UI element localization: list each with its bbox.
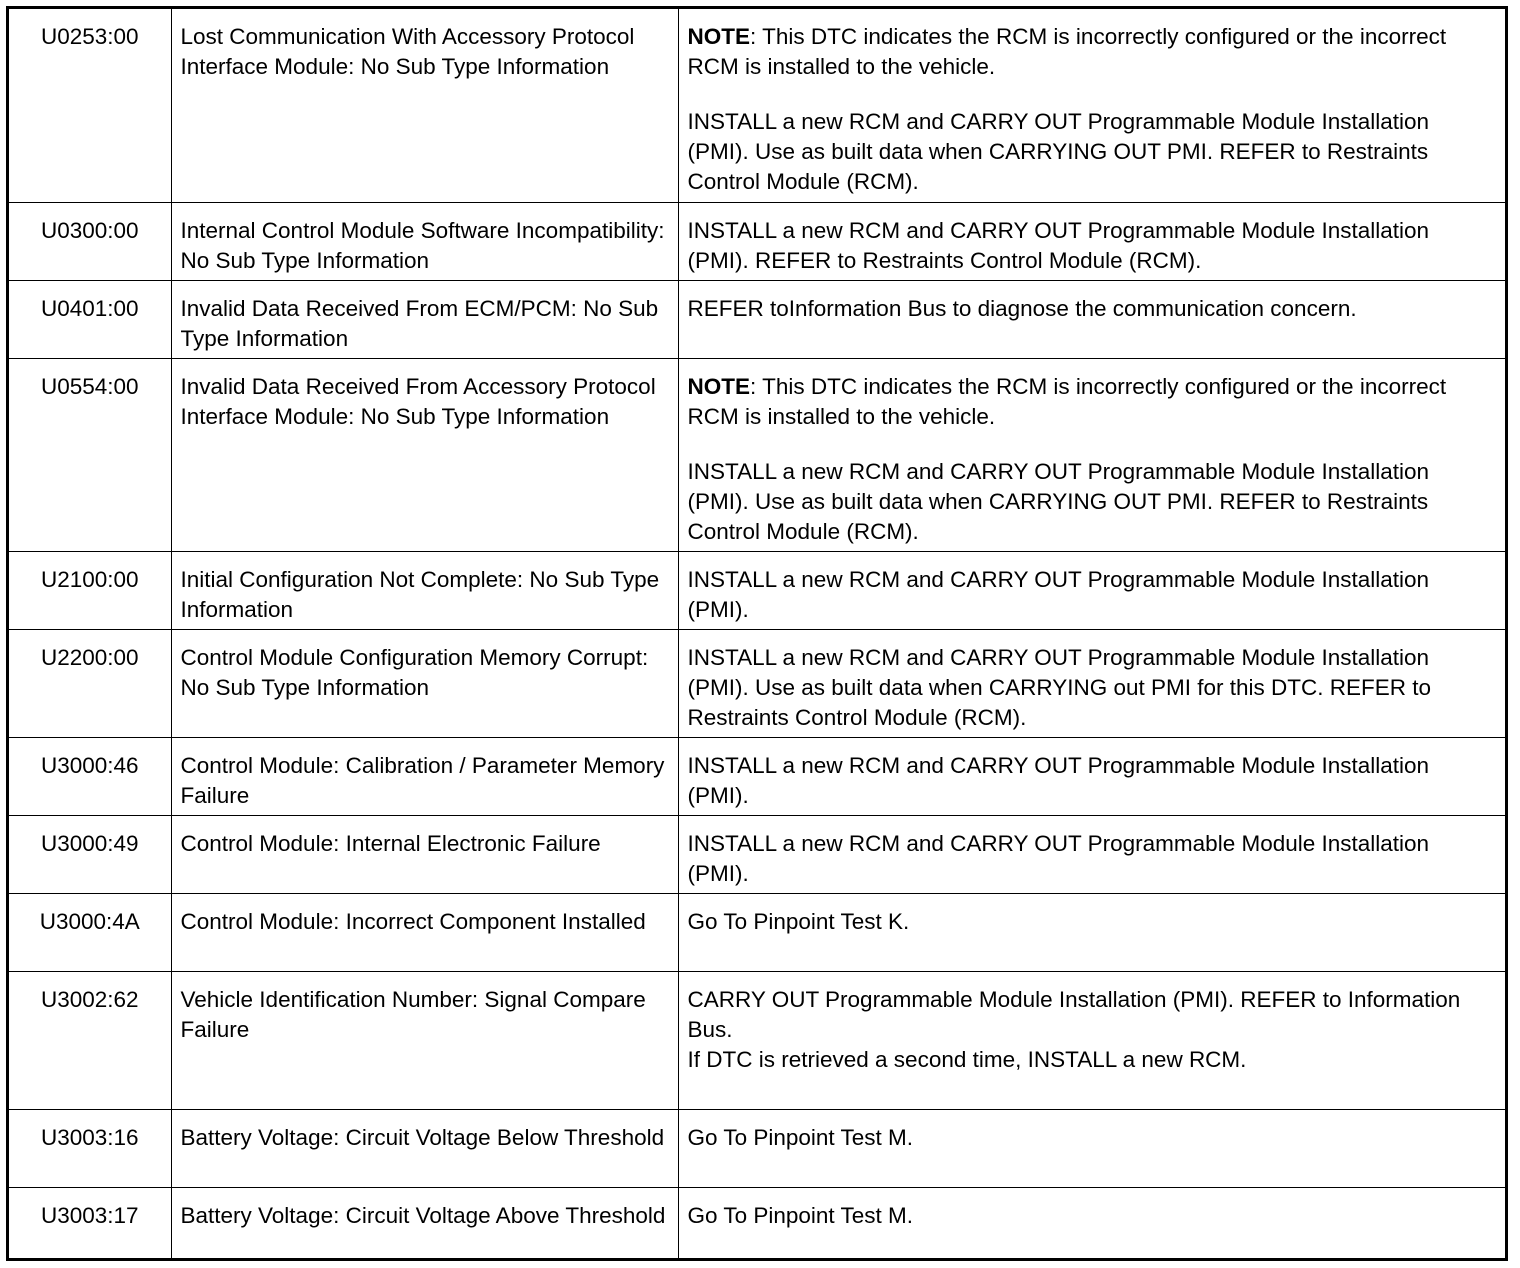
action-text: REFER toInformation Bus to diagnose the communication concern. [687,295,1357,321]
table-row [9,971,1505,1109]
action-text: Go To Pinpoint Test K. [687,908,910,934]
dtc-action [678,551,1505,629]
dtc-action [678,737,1505,815]
note-label: NOTE [687,373,751,399]
action-text: Go To Pinpoint Test M. [687,1124,914,1150]
dtc-description: Control Module: Internal Electronic Failure [171,815,678,893]
table-row [9,551,1505,629]
dtc-description: Internal Control Module Software Incompatibility: No Sub Type Information [171,202,678,280]
dtc-description: Invalid Data Received From ECM/PCM: No Sub Type Information [171,280,678,358]
dtc-description: Battery Voltage: Circuit Voltage Below Threshold [171,1109,678,1187]
dtc-code: U3003:17 [9,1187,171,1258]
dtc-table-frame [6,6,1508,1261]
dtc-description: Invalid Data Received From Accessory Protocol Interface Module: No Sub Type Information [171,358,678,551]
action-text: CARRY OUT Programmable Module Installation (PMI). REFER to Information Bus. [687,986,1461,1042]
action-text: INSTALL a new RCM and CARRY OUT Programmable Module Installation (PMI). [687,752,1430,808]
table-row [9,737,1505,815]
action-text: INSTALL a new RCM and CARRY OUT Programmable Module Installation (PMI). REFER to Restraints Control Module (RCM). [687,217,1430,273]
dtc-action [678,1109,1505,1187]
note-paragraph [688,22,1496,82]
dtc-code: U3003:16 [9,1109,171,1187]
dtc-code: U3000:46 [9,737,171,815]
dtc-code: U0253:00 [9,9,171,202]
action-text: INSTALL a new RCM and CARRY OUT Programmable Module Installation (PMI). Use as built data when CARRYING out PMI for this DTC. REFER to Restraints Control Module (RCM). [687,644,1432,730]
dtc-table [9,9,1505,1258]
dtc-action [678,815,1505,893]
note-text: : This DTC indicates the RCM is incorrectly configured or the incorrect RCM is installed to the vehicle. [687,24,1447,79]
dtc-description: Battery Voltage: Circuit Voltage Above Threshold [171,1187,678,1258]
table-row [9,815,1505,893]
action-text: INSTALL a new RCM and CARRY OUT Programmable Module Installation (PMI). Use as built data when CARRYING OUT PMI. REFER to Restraints Control Module (RCM). [687,458,1430,544]
action-text: INSTALL a new RCM and CARRY OUT Programmable Module Installation (PMI). [687,830,1430,886]
dtc-code: U2100:00 [9,551,171,629]
note-label: NOTE [687,24,751,49]
dtc-action [678,202,1505,280]
table-row [9,1187,1505,1258]
action-text: INSTALL a new RCM and CARRY OUT Programmable Module Installation (PMI). [687,566,1430,622]
dtc-description: Vehicle Identification Number: Signal Compare Failure [171,971,678,1109]
dtc-description: Control Module: Calibration / Parameter Memory Failure [171,737,678,815]
dtc-code: U0300:00 [9,202,171,280]
dtc-description: Control Module Configuration Memory Corrupt: No Sub Type Information [171,629,678,737]
table-row [9,202,1505,280]
dtc-code: U0401:00 [9,280,171,358]
dtc-code: U0554:00 [9,358,171,551]
dtc-description: Initial Configuration Not Complete: No Sub Type Information [171,551,678,629]
dtc-action [678,1187,1505,1258]
dtc-action [678,629,1505,737]
action-text-followup: If DTC is retrieved a second time, INSTALL a new RCM. [687,1046,1247,1072]
action-text: Go To Pinpoint Test M. [687,1202,914,1228]
note-text: : This DTC indicates the RCM is incorrectly configured or the incorrect RCM is installed to the vehicle. [687,373,1447,429]
dtc-code: U3002:62 [9,971,171,1109]
dtc-description: Lost Communication With Accessory Protocol Interface Module: No Sub Type Information [171,9,678,202]
dtc-code: U3000:4A [9,893,171,971]
table-row [9,893,1505,971]
table-row [9,358,1505,551]
table-row [9,280,1505,358]
action-text: INSTALL a new RCM and CARRY OUT Programmable Module Installation (PMI). Use as built data when CARRYING OUT PMI. REFER to Restraints Control Module (RCM). [687,109,1430,194]
note-paragraph [688,372,1496,432]
table-row [9,629,1505,737]
dtc-code: U3000:49 [9,815,171,893]
dtc-action [678,358,1505,551]
dtc-action [678,893,1505,971]
table-row [9,1109,1505,1187]
dtc-code: U2200:00 [9,629,171,737]
dtc-description: Control Module: Incorrect Component Installed [171,893,678,971]
dtc-action [678,9,1505,202]
dtc-action [678,971,1505,1109]
table-row [9,9,1505,202]
dtc-action [678,280,1505,358]
